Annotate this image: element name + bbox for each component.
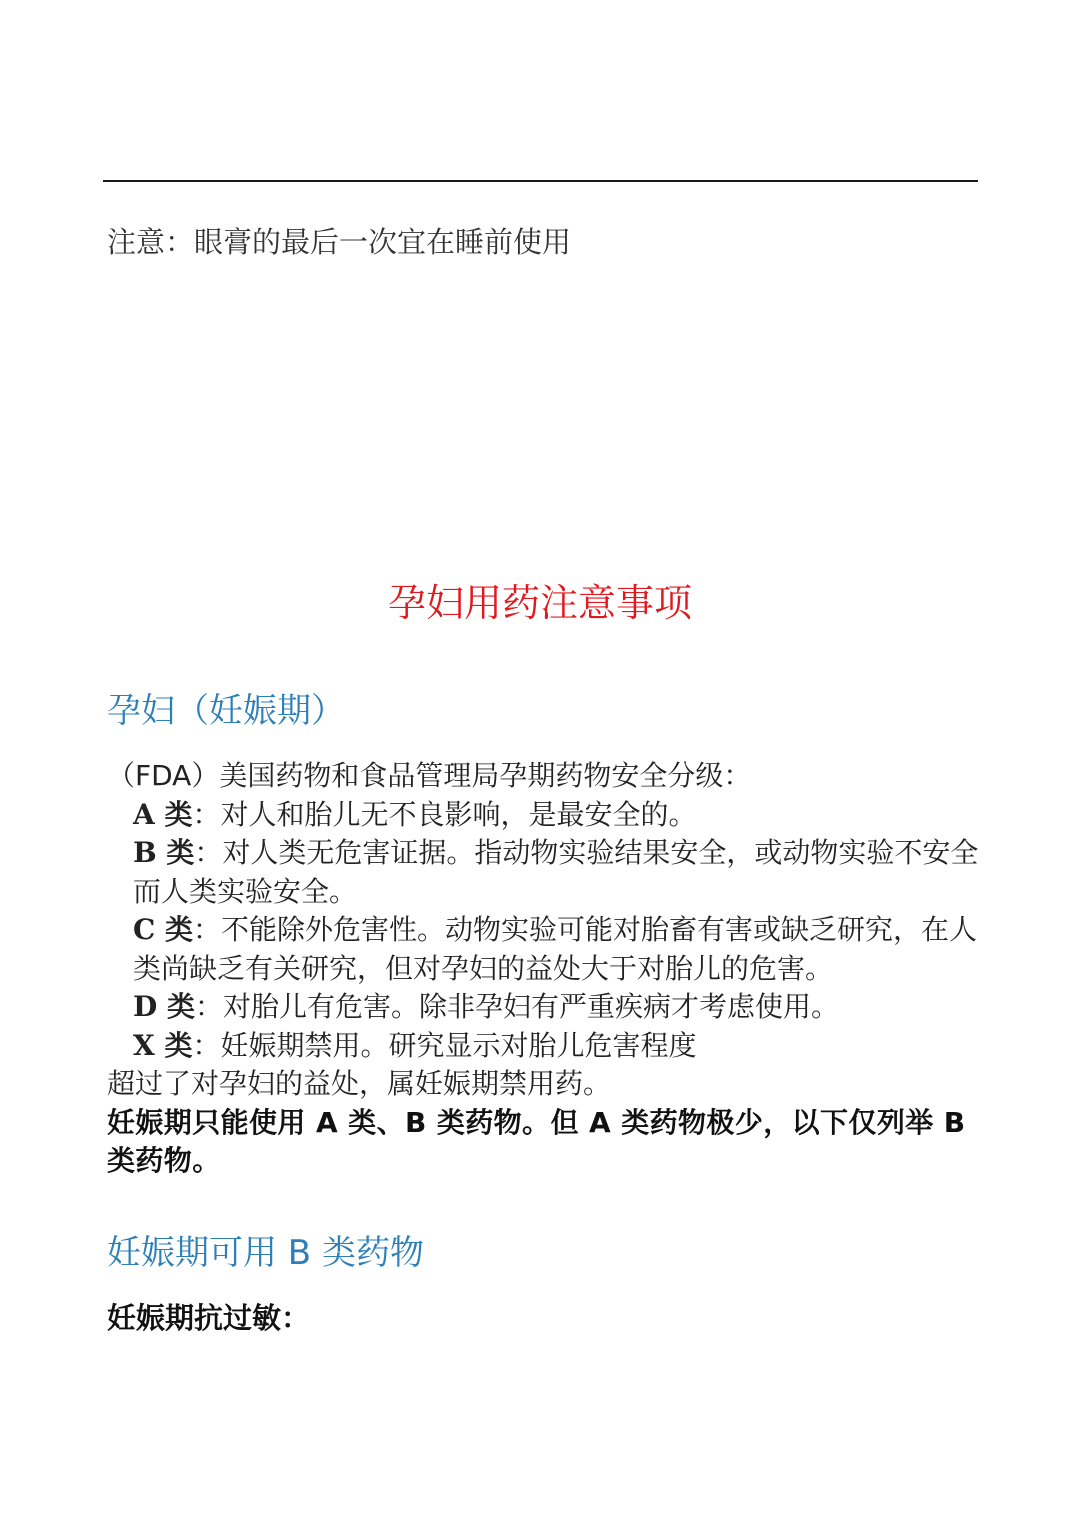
category-b-text: ：对人类无危害证据。指动物实验结果安全，或动物实验不安全而人类实验安全。 bbox=[133, 836, 979, 908]
fda-classification-block bbox=[107, 757, 982, 1181]
category-c-label: C 类 bbox=[133, 913, 194, 946]
category-c bbox=[107, 911, 982, 988]
category-x-label: X 类 bbox=[133, 1028, 193, 1062]
horizontal-divider bbox=[103, 180, 978, 182]
category-a-label: A 类 bbox=[133, 797, 193, 831]
section-heading-b-drugs: 妊娠期可用 B 类药物 bbox=[107, 1233, 424, 1273]
category-b-label: B 类 bbox=[133, 836, 195, 869]
eye-ointment-note: 注意：眼膏的最后一次宜在睡前使用 bbox=[107, 225, 572, 259]
category-c-text: ：不能除外危害性。动物实验可能对胎畜有害或缺乏研究，在人类尚缺乏有关研究，但对孕妇的益处大于对胎儿的危害。 bbox=[133, 913, 978, 985]
category-d bbox=[107, 988, 982, 1027]
category-d-text: ：对胎儿有危害。除非孕妇有严重疾病才考虑使用。 bbox=[195, 990, 840, 1023]
category-x-text: ：妊娠期禁用。研究显示对胎儿危害程度 bbox=[192, 1028, 697, 1062]
category-x-continuation: 超过了对孕妇的益处，属妊娠期禁用药。 bbox=[107, 1067, 612, 1100]
category-a-text: ：对人和胎儿无不良影响，是最安全的。 bbox=[192, 797, 697, 831]
category-d-label: D 类 bbox=[133, 990, 196, 1023]
section-heading-pregnancy: 孕妇（妊娠期） bbox=[107, 691, 345, 731]
category-x bbox=[107, 1027, 982, 1066]
category-b bbox=[107, 834, 982, 911]
page-title: 孕妇用药注意事项 bbox=[387, 581, 692, 625]
category-a bbox=[107, 796, 982, 835]
pregnancy-summary: 妊娠期只能使用 A 类、B 类药物。但 A 类药物极少，以下仅列举 B 类药物。 bbox=[107, 1105, 966, 1177]
antiallergy-label: 妊娠期抗过敏： bbox=[107, 1301, 311, 1335]
fda-intro: （FDA）美国药物和食品管理局孕期药物安全分级： bbox=[107, 759, 752, 792]
